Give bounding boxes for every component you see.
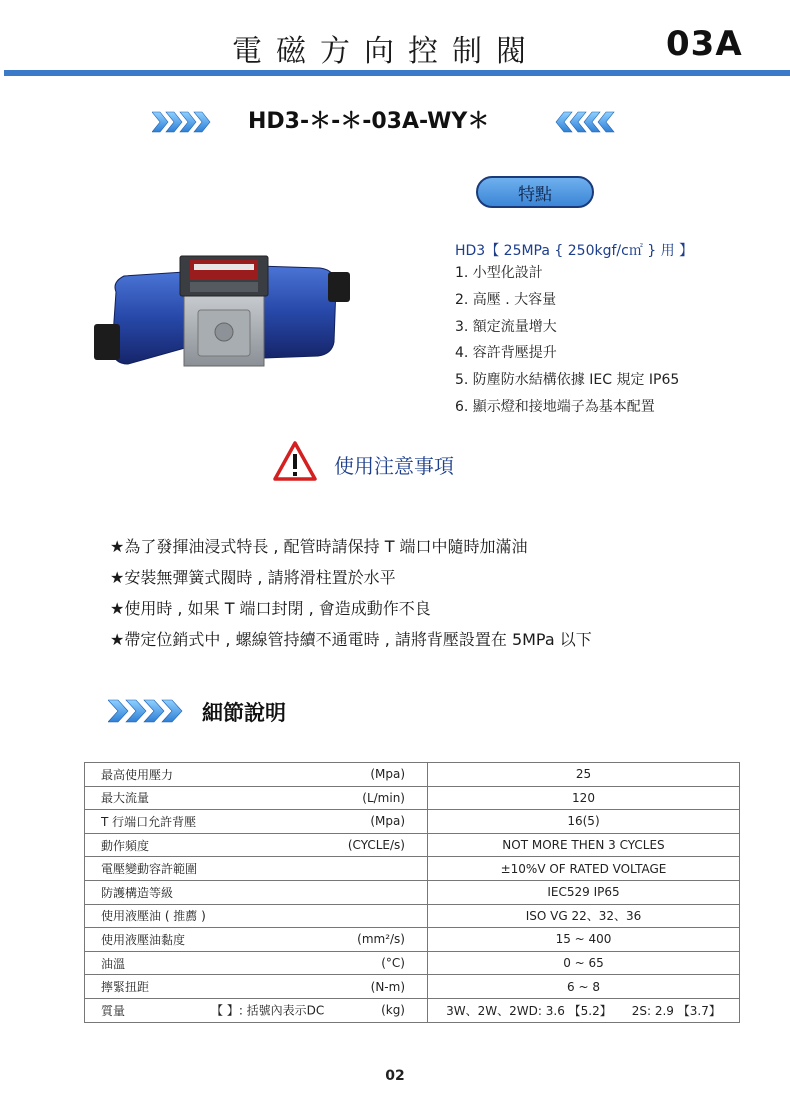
details-title: 細節說明: [202, 701, 286, 725]
header-rule: [4, 70, 790, 76]
features-badge: 特點: [476, 176, 594, 208]
spec-value: ±10%V OF RATED VOLTAGE: [428, 857, 740, 881]
list-item: ★帶定位銷式中 , 螺線管持續不通電時 , 請將背壓設置在 5MPa 以下: [110, 630, 592, 649]
table-row: [85, 904, 740, 928]
list-item: 6. 顯示燈和接地端子為基本配置: [455, 398, 655, 415]
spec-label: 電壓變動容許範圍: [101, 862, 198, 877]
caution-title: 使用注意事項: [334, 454, 454, 478]
features-list: [455, 264, 679, 425]
list-item: 2. 高壓 . 大容量: [455, 291, 557, 308]
table-row: [85, 951, 740, 975]
list-item: ★為了發揮油浸式特長 , 配管時請保持 T 端口中隨時加滿油: [110, 537, 528, 556]
table-row: [85, 763, 740, 787]
mass-value-a: 3W、2W、2WD: 3.6 【5.2】: [446, 1003, 612, 1018]
caution-notes: [110, 536, 592, 660]
spec-unit: (kg): [381, 1003, 405, 1018]
spec-unit: (°C): [381, 956, 405, 971]
spec-label: 動作頻度: [101, 838, 150, 853]
spec-value: 25: [428, 763, 740, 787]
page-number: 02: [385, 1068, 405, 1084]
spec-unit: (Mpa): [370, 814, 405, 829]
list-item: ★安裝無彈簧式閥時 , 請將滑柱置於水平: [110, 568, 396, 587]
table-row: [85, 833, 740, 857]
features-subtitle: HD3【 25MPa { 250kgf/c㎡ } 用 】: [455, 243, 694, 259]
spec-unit: (L/min): [362, 790, 405, 805]
spec-value: 16(5): [428, 810, 740, 834]
spec-label: 擰緊扭距: [101, 980, 150, 995]
spec-unit: (CYCLE/s): [347, 838, 405, 853]
spec-label: 最高使用壓力: [101, 767, 174, 782]
list-item: ★使用時 , 如果 T 端口封閉 , 會造成動作不良: [110, 599, 431, 618]
spec-value: 6 ~ 8: [428, 975, 740, 999]
model-code: HD3-＊-＊-03A-WY＊: [248, 109, 490, 134]
solenoid-valve-image: [88, 246, 360, 378]
list-item: 3. 額定流量增大: [455, 318, 557, 335]
list-item: 4. 容許背壓提升: [455, 345, 557, 362]
chevrons-right-icon: [108, 698, 192, 724]
spec-unit: (mm²/s): [357, 932, 405, 947]
spec-label: 油溫: [101, 956, 126, 971]
spec-value: 120: [428, 786, 740, 810]
spec-value: NOT MORE THEN 3 CYCLES: [428, 833, 740, 857]
spec-table: [84, 762, 740, 1023]
spec-value: ISO VG 22、32、36: [428, 904, 740, 928]
list-item: 1. 小型化設計: [455, 265, 543, 281]
spec-label: 使用液壓油黏度: [101, 932, 186, 947]
page-title: 電磁方向控制閥: [232, 34, 540, 69]
spec-value: 15 ~ 400: [428, 928, 740, 952]
spec-label: 質量: [101, 1003, 126, 1018]
spec-unit: (N-m): [370, 979, 405, 994]
mass-value-b: 2S: 2.9 【3.7】: [631, 1003, 721, 1018]
chevrons-left-icon: [552, 110, 616, 134]
table-row: [85, 786, 740, 810]
table-row: [85, 857, 740, 881]
spec-value: IEC529 IP65: [428, 880, 740, 904]
spec-value: 0 ~ 65: [428, 951, 740, 975]
list-item: 5. 防塵防水結構依據 IEC 規定 IP65: [455, 372, 680, 389]
table-row: [85, 928, 740, 952]
spec-unit: (Mpa): [370, 767, 405, 782]
table-row: [85, 810, 740, 834]
series-code: 03A: [666, 24, 743, 64]
table-row: [85, 975, 740, 999]
warning-icon: [272, 440, 318, 482]
spec-label: 最大流量: [101, 791, 150, 806]
mass-note: 【 】: 括號內表示DC: [211, 1003, 325, 1018]
table-row: [85, 998, 740, 1022]
spec-label: 使用液壓油 ( 推薦 ): [101, 909, 206, 924]
spec-label: T 行端口允許背壓: [101, 814, 197, 829]
table-row: [85, 880, 740, 904]
spec-label: 防護構造等級: [101, 885, 174, 900]
chevrons-right-icon: [152, 110, 216, 134]
